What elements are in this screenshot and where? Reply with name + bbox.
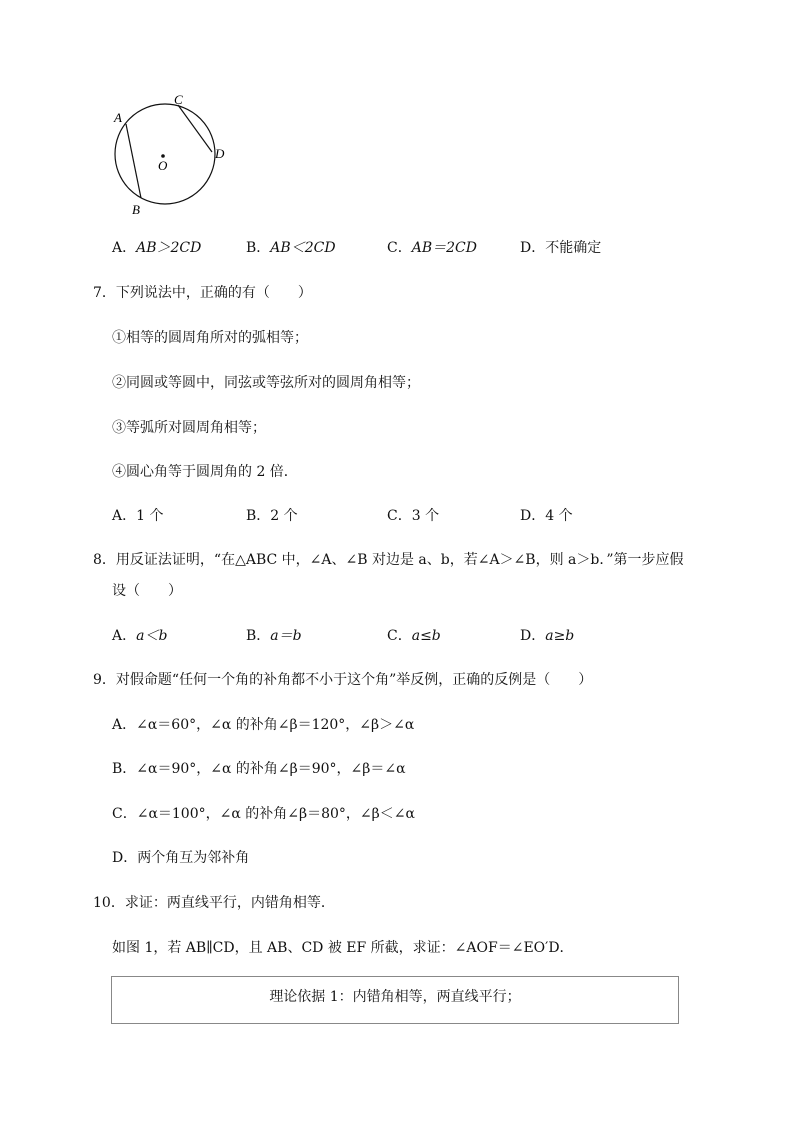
q7-option-c: C．3 个 bbox=[387, 508, 440, 524]
q6-option-a: A．AB＞2CD bbox=[112, 240, 202, 256]
q8-option-d: D．a≥b bbox=[520, 628, 575, 644]
q8-option-a: A．a＜b bbox=[112, 628, 168, 644]
q6-option-c: C．AB＝2CD bbox=[387, 240, 477, 256]
q9-option-a: A．∠α＝60°，∠α 的补角∠β＝120°，∠β＞∠α bbox=[112, 717, 415, 733]
q7-statement-1: ①相等的圆周角所对的弧相等； bbox=[112, 330, 308, 346]
q7-option-b: B．2 个 bbox=[246, 508, 298, 524]
q8-stem-line2: 设（ ） bbox=[112, 583, 182, 599]
q8-option-b: B．a＝b bbox=[246, 628, 302, 644]
q6-option-d: D．不能确定 bbox=[520, 240, 602, 256]
q10-stem: 10．求证：两直线平行，内错角相等． bbox=[93, 895, 335, 911]
label-d: D bbox=[215, 146, 225, 161]
theory-box bbox=[111, 976, 679, 1024]
q7-option-d: D．4 个 bbox=[520, 508, 573, 524]
label-b: B bbox=[132, 202, 140, 216]
q7-statement-2: ②同圆或等圆中，同弦或等弦所对的圆周角相等； bbox=[112, 375, 420, 391]
chord-cd bbox=[178, 105, 212, 152]
q8-option-c: C．a≤b bbox=[387, 628, 441, 644]
q8-stem-line1: 8．用反证法证明，“在△ABC 中，∠A、∠B 对边是 a、b，若∠A＞∠B，则 a＞b．”第一步应假 bbox=[93, 552, 684, 568]
q7-statement-4: ④圆心角等于圆周角的 2 倍． bbox=[112, 464, 298, 480]
q9-stem: 9．对假命题“任何一个角的补角都不小于这个角”举反例，正确的反例是（ ） bbox=[93, 672, 593, 688]
q7-option-a: A．1 个 bbox=[112, 508, 164, 524]
q10-given: 如图 1，若 AB∥CD，且 AB、CD 被 EF 所截，求证：∠AOF＝∠EO′D． bbox=[112, 940, 574, 956]
q7-stem: 7．下列说法中，正确的有（ ） bbox=[93, 285, 312, 301]
circle-outline bbox=[115, 104, 215, 204]
label-c: C bbox=[174, 92, 183, 107]
circle-figure bbox=[108, 92, 228, 216]
circle-diagram bbox=[108, 92, 228, 216]
q6-option-b: B．AB＜2CD bbox=[246, 240, 336, 256]
label-o: O bbox=[158, 158, 168, 173]
chord-ab bbox=[126, 124, 141, 198]
label-a: A bbox=[114, 110, 122, 125]
q9-option-b: B．∠α＝90°，∠α 的补角∠β＝90°，∠β＝∠α bbox=[112, 761, 406, 777]
q9-option-d: D．两个角互为邻补角 bbox=[112, 850, 250, 866]
theory-text: 理论依据 1：内错角相等，两直线平行； bbox=[269, 989, 521, 1005]
q9-option-c: C．∠α＝100°，∠α 的补角∠β＝80°，∠β＜∠α bbox=[112, 806, 415, 822]
q7-statement-3: ③等弧所对圆周角相等； bbox=[112, 420, 266, 436]
